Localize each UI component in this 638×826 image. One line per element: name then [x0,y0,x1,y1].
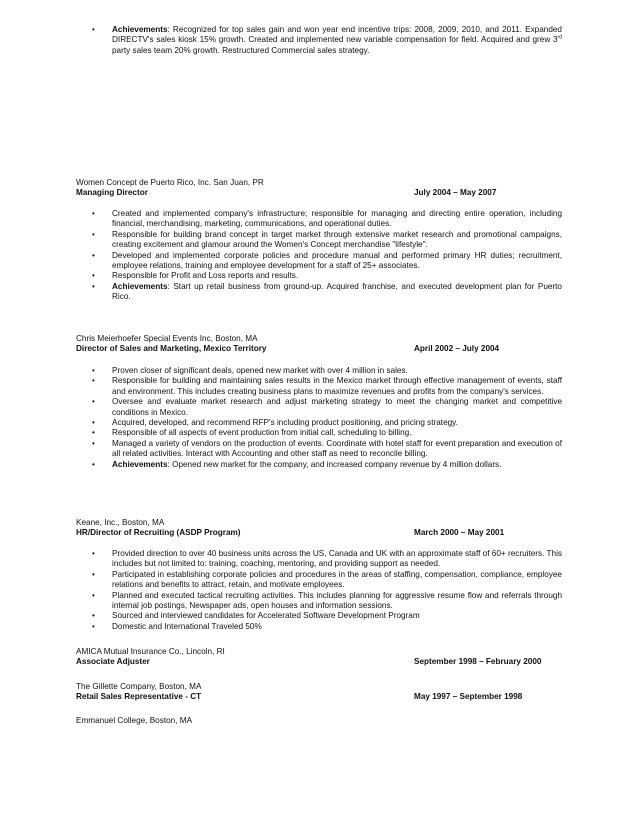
job-dates: April 2002 – July 2004 [414,344,500,354]
bullet-text: Responsible for building and maintaining sales results in the Mexico market through effective management of events, staff and environment. This includes creating business plans to maximize revenues and profits from the company's services. [112,376,562,396]
bullet-glyph: • [92,25,95,34]
achievements-label: Achievements [112,459,168,469]
job-title: Director of Sales and Marketing, Mexico Territory [76,344,267,354]
bullet-glyph: • [92,428,95,438]
list-item [76,460,562,470]
job-title: HR/Director of Recruiting (ASDP Program) [76,528,241,538]
job-dates: September 1998 – February 2000 [414,657,542,667]
bullet-glyph: • [92,281,95,291]
job-title: Associate Adjuster [76,657,150,667]
bullet-glyph: • [92,611,95,621]
job-title: Managing Director [76,188,148,198]
list-item [76,376,562,397]
education-line [76,716,562,726]
job-title-row [76,344,562,354]
list-item [76,428,562,438]
bullet-text: Managed a variety of vendors on the production of events. Coordinate with hotel staff for event preparation and execution of all related activities. Interact with Accounting and other staff as need to reconcile billing. [112,438,562,459]
list-item [76,397,562,418]
job-section [76,682,562,703]
bullet-text: Participated in establishing corporate policies and procedures in the areas of staffing, compensation, compliance, employee relations and benefits to attract, retain, and motivate employees. [112,569,562,590]
bullet-text: : Opened new market for the company, and increased company revenue by 4 million dollars. [167,459,502,469]
top-achievement [76,25,562,56]
bullet-glyph: • [92,250,95,260]
bullet-glyph: • [92,590,95,600]
list-item [76,230,562,251]
achievement-text: party sales team 20% growth. Restructured Commercial sales strategy. [112,45,370,55]
bullet-text: Domestic and International Traveled 50% [112,621,262,631]
company-name: Keane, Inc., Boston, MA [76,518,165,527]
company-name: Chris Meierhoefer Special Events Inc, Boston, MA [76,334,258,343]
bullet-glyph: • [92,366,95,375]
company-name: Women Concept de Puerto Rico, Inc. San Juan, PR [76,178,264,187]
job-title-row [76,692,562,702]
list-item [76,418,562,428]
bullet-glyph: • [92,209,95,218]
bullet-glyph: • [92,438,95,448]
bullet-glyph: • [92,549,95,558]
bullet-glyph: • [92,621,95,631]
bullet-glyph: • [92,229,95,239]
bullet-glyph: • [92,418,95,428]
school-name: Emmanuel College, Boston, MA [76,716,193,725]
bullet-text: Sourced and interviewed candidates for Accelerated Software Development Program [112,611,420,621]
list-item [76,611,562,621]
bullet-text: Acquired, developed, and recommend RFP's including product positioning, and pricing strategy. [112,418,458,428]
job-title-row [76,528,562,538]
bullet-list [76,366,562,470]
job-section [76,518,562,539]
list-item [76,591,562,612]
bullet-glyph: • [92,271,95,281]
bullet-glyph: • [92,459,95,469]
achievements-label: Achievements [112,25,168,34]
bullet-text: Provided direction to over 40 business units across the US, Canada and UK with an approximate staff of 60+ recruiters. This includes but not limited to: training, coaching, mentoring, and providing support as needed. [112,549,562,569]
list-item [76,622,562,632]
bullet-text: Created and implemented company's infrastructure; responsible for managing and directing entire operation, including financial, merchandising, marketing, communications, and operational duties. [112,209,562,229]
bullet-text: Oversee and evaluate market research and adjust marketing strategy to meet the changing market and competitive conditions in Mexico. [112,397,562,417]
job-section [76,647,562,668]
job-dates: March 2000 – May 2001 [414,528,505,538]
job-section [76,334,562,355]
bullet-list [76,209,562,303]
job-dates: July 2004 – May 2007 [414,188,497,198]
list-item [76,549,562,570]
job-title-row [76,188,562,198]
bullet-text: : Start up retail business from ground-up. Acquired franchise, and executed development plan for Puerto Rico. [112,281,562,302]
bullet-glyph: • [92,376,95,386]
list-item [76,366,562,376]
job-title: Retail Sales Representative - CT [76,692,202,702]
job-dates: May 1997 – September 1998 [414,692,523,702]
list-item [76,439,562,460]
ordinal-suffix: rd [557,34,562,41]
company-name: The Gillette Company, Boston, MA [76,682,202,691]
list-item [76,271,562,281]
achievements-label: Achievements [112,281,168,291]
bullet-text: Planned and executed tactical recruiting activities. This includes planning for aggressive resume flow and referrals through internal job postings, Newspaper ads, open houses and information sessions. [112,590,562,611]
list-item [76,570,562,591]
bullet-text: Developed and implemented corporate policies and procedure manual and performed primary HR duties; recruitment, employee relations, training and employee development for a staff of 25+ associates. [112,250,562,271]
bullet-glyph: • [92,397,95,407]
bullet-text: Proven closer of significant deals, opened new market with over 4 million in sales. [112,366,408,375]
bullet-text: Responsible of all aspects of event production from initial call, scheduling to billing. [112,428,412,438]
list-item [76,282,562,303]
achievement-text: : Recognized for top sales gain and won year end incentive trips: 2008, 2009, 2010, and 2011. Expanded DIRECTV's sales kiosk 15% growth. Created and implemented new variable compensation for field. Acquired and grew 3 [112,25,562,45]
bullet-text: Responsible for Profit and Loss reports and results. [112,271,299,281]
bullet-list [76,549,562,632]
list-item [76,251,562,272]
company-name: AMICA Mutual Insurance Co., Lincoln, RI [76,647,225,656]
job-section [76,178,562,199]
bullet-glyph: • [92,569,95,579]
list-item [76,209,562,230]
bullet-text: Responsible for building brand concept in target market through extensive market research and promotional campaigns, creating excitement and glamour around the Women's Concept merchandise "lifestyle". [112,229,562,250]
job-title-row [76,657,562,667]
